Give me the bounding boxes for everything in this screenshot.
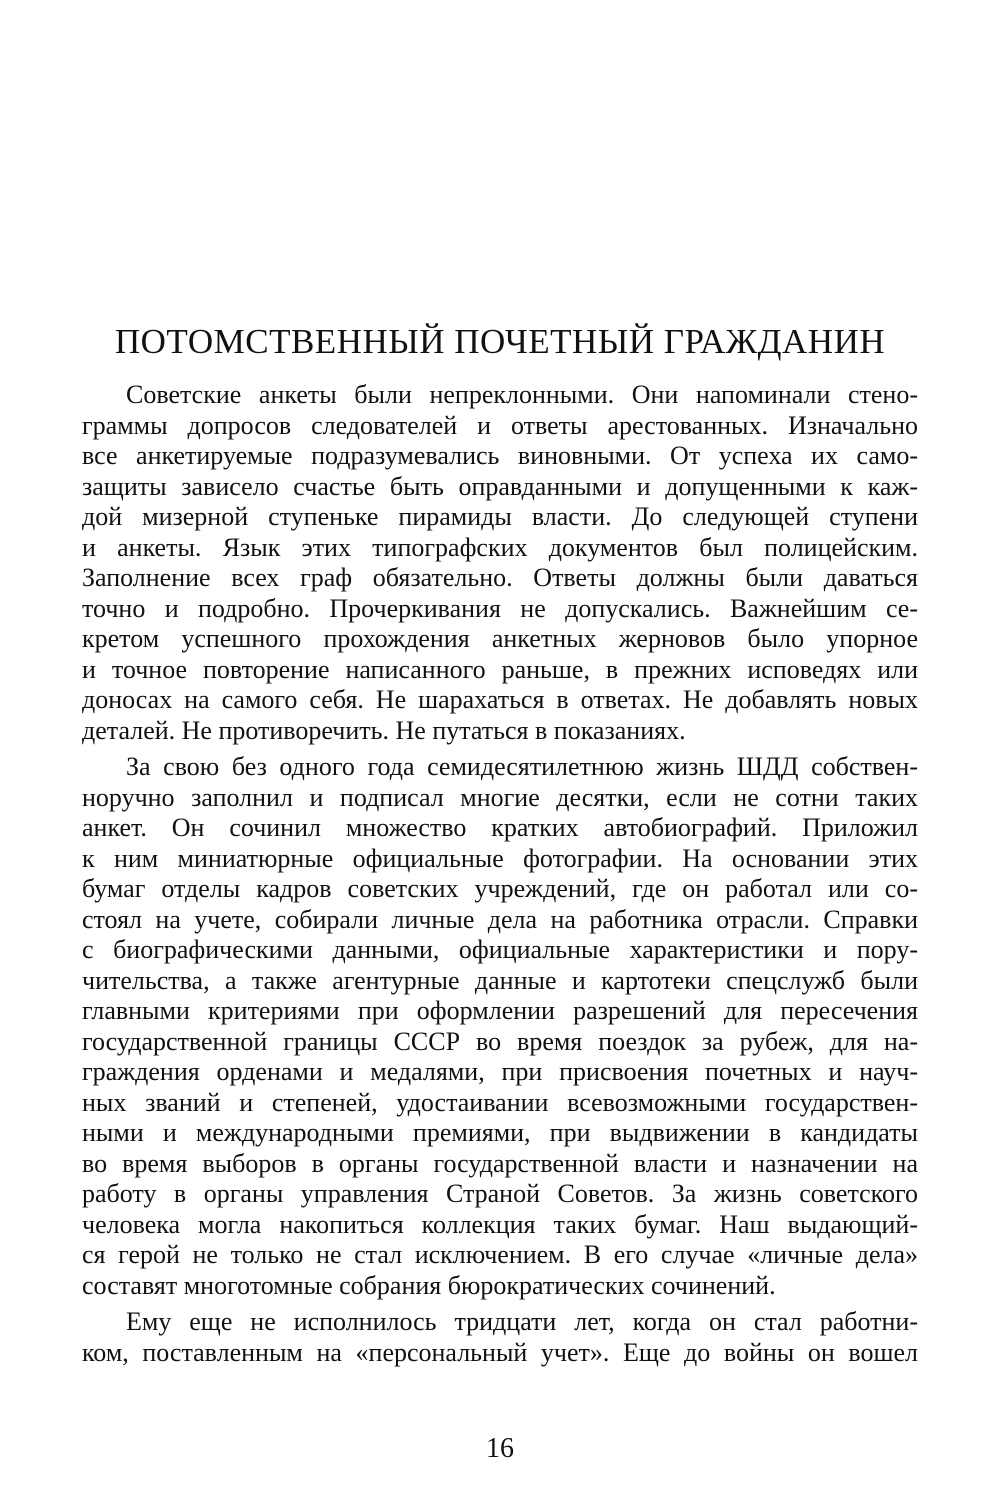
text-line: доносах на самого себя. Не шарахаться в ответах. Не добавлять новых [82, 685, 918, 714]
text-line: граждения орденами и медалями, при присвоения почетных и науч- [82, 1057, 918, 1086]
text-line: бумаг отделы кадров советских учреждений, где он работал или со- [82, 874, 918, 903]
text-line: ком, поставленным на «персональный учет». Еще до войны он вошел [82, 1337, 918, 1367]
text-line: Советские анкеты были непреклонными. Они напоминали стено- [126, 380, 918, 409]
text-line: все анкетируемые подразумевались виновными. От успеха их само- [82, 441, 918, 470]
text-line: дой мизерной ступеньке пирамиды власти. До следующей ступени [82, 502, 918, 531]
text-line: За свою без одного года семидесятилетнюю жизнь ШДД собствен- [126, 752, 918, 781]
text-line: стоял на учете, собирали личные дела на работника отрасли. Справки [82, 904, 918, 934]
text-line: защиты зависело счастье быть оправданными и допущенными к каж- [82, 471, 918, 501]
text-line: норучно заполнил и подписал многие десятки, если не сотни таких [82, 782, 918, 812]
paragraph [82, 752, 918, 1301]
text-line: главными критериями при оформлении разрешений для пересечения [82, 996, 918, 1025]
text-line: составят многотомные собрания бюрократических сочинений. [82, 1270, 776, 1300]
text-line: анкет. Он сочинил множество кратких автобиографий. Приложил [82, 813, 918, 842]
text-line: работу в органы управления Страной Советов. За жизнь советского [82, 1179, 918, 1208]
chapter-title: ПОТОМСТВЕННЫЙ ПОЧЕТНЫЙ ГРАЖДАНИН [114, 322, 886, 361]
paragraph [82, 1307, 918, 1368]
text-line: к ним миниатюрные официальные фотографии. На основании этих [82, 843, 918, 873]
text-line: человека могла накопиться коллекция таких бумаг. Наш выдающий- [82, 1209, 918, 1239]
text-line: точно и подробно. Прочеркивания не допускались. Важнейшим се- [82, 593, 918, 623]
text-line: государственной границы СССР во время поездок за рубеж, для на- [82, 1026, 918, 1056]
body-text [82, 380, 918, 1368]
page-number: 16 [486, 1433, 514, 1464]
text-line: и анкеты. Язык этих типографских документов был полицейским. [82, 532, 918, 562]
text-line: во время выборов в органы государственной власти и назначении на [82, 1148, 918, 1178]
text-line: чительства, а также агентурные данные и картотеки спецслужб были [82, 965, 918, 995]
text-line: граммы допросов следователей и ответы арестованных. Изначально [82, 410, 918, 440]
text-line: ных званий и степеней, удостаивании всевозможными государствен- [82, 1087, 918, 1117]
text-line: Ему еще не исполнилось тридцати лет, когда он стал работни- [126, 1307, 918, 1336]
text-line: с биографическими данными, официальные характеристики и пору- [82, 935, 918, 964]
text-line: деталей. Не противоречить. Не путаться в показаниях. [82, 715, 686, 745]
paragraph [82, 380, 918, 746]
text-line: ными и международными премиями, при выдвижении в кандидаты [82, 1118, 918, 1147]
text-line: Заполнение всех граф обязательно. Ответы должны были даваться [82, 563, 918, 592]
text-line: ся герой не только не стал исключением. В его случае «личные дела» [82, 1240, 918, 1269]
text-line: кретом успешного прохождения анкетных жерновов было упорное [82, 624, 918, 653]
text-line: и точное повторение написанного раньше, в прежних исповедях или [82, 654, 918, 684]
